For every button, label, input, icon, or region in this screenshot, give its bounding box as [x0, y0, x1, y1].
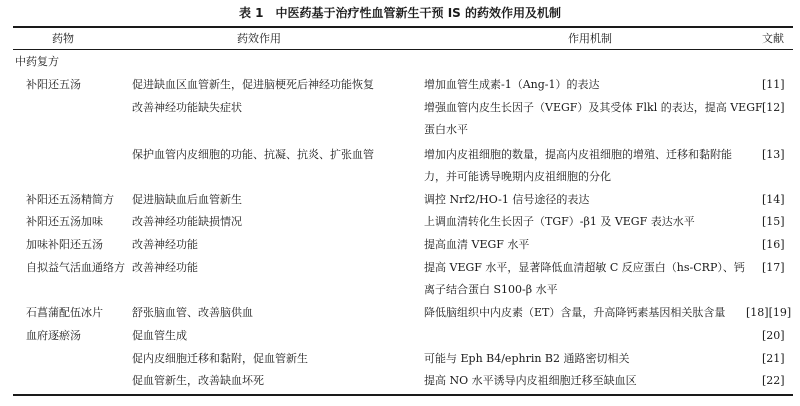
row-effect: 舒张脑血管、改善脑供血: [132, 306, 253, 319]
row-effect: 保护血管内皮细胞的功能、抗凝、抗炎、扩张血管: [132, 148, 374, 161]
row-effect: 促进缺血区血管新生，促进脑梗死后神经功能恢复: [132, 78, 374, 91]
row-mechanism-cont: 离子结合蛋白 S100-β 水平: [424, 283, 558, 296]
top-rule: [13, 26, 793, 28]
row-drug: 石菖蒲配伍冰片: [26, 306, 103, 319]
header-rule: [13, 49, 793, 50]
row-effect: 改善神经功能缺损情况: [132, 215, 242, 228]
bottom-rule: [13, 394, 793, 396]
row-drug: 加味补阳还五汤: [26, 238, 103, 251]
row-reference: [20]: [762, 329, 785, 342]
row-mechanism-cont: 力，并可能诱导晚期内皮祖细胞的分化: [424, 170, 611, 183]
header-effect: 药效作用: [237, 32, 281, 45]
row-effect: 促内皮细胞迁移和黏附，促血管新生: [132, 352, 308, 365]
row-reference: [18][19]: [746, 306, 792, 319]
header-reference: 文献: [762, 32, 784, 45]
row-drug: 自拟益气活血通络方: [26, 261, 125, 274]
row-mechanism: 调控 Nrf2/HO-1 信号途径的表达: [424, 193, 590, 206]
row-mechanism: 降低脑组织中内皮素（ET）含量，升高降钙素基因相关肽含量: [424, 306, 726, 319]
row-effect: 改善神经功能: [132, 238, 198, 251]
section-label: 中药复方: [15, 55, 59, 68]
row-reference: [13]: [762, 148, 785, 161]
row-drug: 补阳还五汤精简方: [26, 193, 114, 206]
row-effect: 改善神经功能: [132, 261, 198, 274]
row-effect: 促血管新生，改善缺血坏死: [132, 374, 264, 387]
row-mechanism: 上调血清转化生长因子（TGF）-β1 及 VEGF 表达水平: [424, 215, 695, 228]
header-drug: 药物: [52, 32, 74, 45]
row-reference: [14]: [762, 193, 785, 206]
row-reference: [16]: [762, 238, 785, 251]
row-mechanism: 增强血管内皮生长因子（VEGF）及其受体 Flkl 的表达，提高 VEGF: [424, 101, 763, 114]
row-mechanism: 提高血清 VEGF 水平: [424, 238, 530, 251]
row-mechanism-cont: 蛋白水平: [424, 123, 468, 136]
row-effect: 促血管生成: [132, 329, 187, 342]
row-drug: 补阳还五汤加味: [26, 215, 103, 228]
row-mechanism: 提高 NO 水平诱导内皮祖细胞迁移至缺血区: [424, 374, 637, 387]
header-mechanism: 作用机制: [568, 32, 612, 45]
row-reference: [22]: [762, 374, 785, 387]
row-effect: 改善神经功能缺失症状: [132, 101, 242, 114]
row-reference: [15]: [762, 215, 785, 228]
row-reference: [21]: [762, 352, 785, 365]
row-drug: 血府逐瘀汤: [26, 329, 81, 342]
row-drug: 补阳还五汤: [26, 78, 81, 91]
row-mechanism: 可能与 Eph B4/ephrin B2 通路密切相关: [424, 352, 630, 365]
row-reference: [11]: [762, 78, 785, 91]
row-reference: [12]: [762, 101, 785, 114]
row-mechanism: 增加血管生成素-1（Ang-1）的表达: [424, 78, 600, 91]
table-caption: 表 1 中医药基于治疗性血管新生干预 IS 的药效作用及机制: [239, 6, 561, 20]
row-effect: 促进脑缺血后血管新生: [132, 193, 242, 206]
row-mechanism: 提高 VEGF 水平，显著降低血清超敏 C 反应蛋白（hs-CRP）、钙: [424, 261, 745, 274]
row-reference: [17]: [762, 261, 785, 274]
row-mechanism: 增加内皮祖细胞的数量，提高内皮祖细胞的增殖、迁移和黏附能: [424, 148, 732, 161]
